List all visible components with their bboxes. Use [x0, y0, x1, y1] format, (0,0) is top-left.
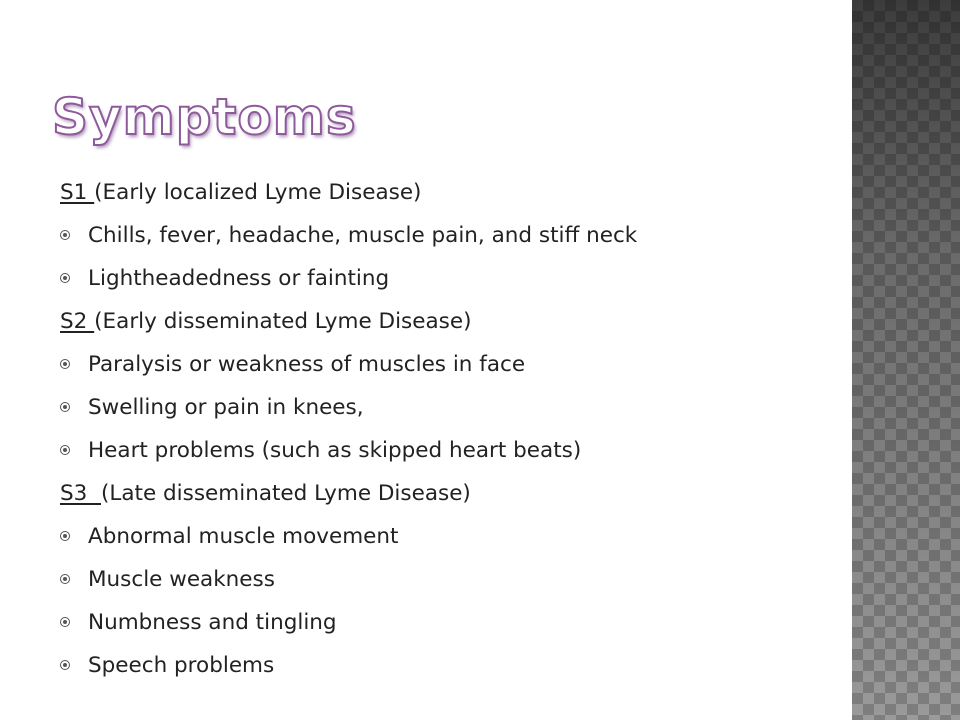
- symptom-text: Lightheadedness or fainting: [88, 266, 390, 291]
- symptom-text: Heart problems (such as skipped heart beats): [88, 438, 582, 463]
- symptom-item: [60, 348, 840, 391]
- symptom-text: Numbness and tingling: [88, 610, 337, 635]
- symptom-item: [60, 219, 840, 262]
- symptom-text: Muscle weakness: [88, 567, 275, 592]
- symptom-item: [60, 434, 840, 477]
- stage-description: (Late disseminated Lyme Disease): [101, 481, 471, 506]
- slide-content: [60, 176, 840, 692]
- stage-heading: [60, 305, 840, 348]
- circled-dot-icon: [60, 273, 70, 283]
- symptom-text: Swelling or pain in knees,: [88, 395, 364, 420]
- circled-dot-icon: [60, 531, 70, 541]
- decorative-side-panel: [852, 0, 960, 720]
- stage-code: S1: [60, 180, 95, 205]
- circled-dot-icon: [60, 574, 70, 584]
- circled-dot-icon: [60, 660, 70, 670]
- symptom-item: [60, 649, 840, 692]
- stage-heading: [60, 176, 840, 219]
- circled-dot-icon: [60, 445, 70, 455]
- circled-dot-icon: [60, 230, 70, 240]
- stage-code: S3: [60, 481, 101, 506]
- symptom-text: Chills, fever, headache, muscle pain, and stiff neck: [88, 223, 638, 248]
- stage-heading: [60, 477, 840, 520]
- symptom-item: [60, 563, 840, 606]
- stage-description: (Early localized Lyme Disease): [94, 180, 422, 205]
- symptom-item: [60, 262, 840, 305]
- slide-title: Symptoms: [52, 88, 357, 146]
- stage-description: (Early disseminated Lyme Disease): [94, 309, 472, 334]
- stage-code: S2: [60, 309, 95, 334]
- circled-dot-icon: [60, 359, 70, 369]
- circled-dot-icon: [60, 617, 70, 627]
- symptom-text: Abnormal muscle movement: [88, 524, 399, 549]
- symptom-item: [60, 391, 840, 434]
- circled-dot-icon: [60, 402, 70, 412]
- symptom-item: [60, 520, 840, 563]
- symptom-text: Paralysis or weakness of muscles in face: [88, 352, 526, 377]
- symptom-text: Speech problems: [88, 653, 275, 678]
- symptom-item: [60, 606, 840, 649]
